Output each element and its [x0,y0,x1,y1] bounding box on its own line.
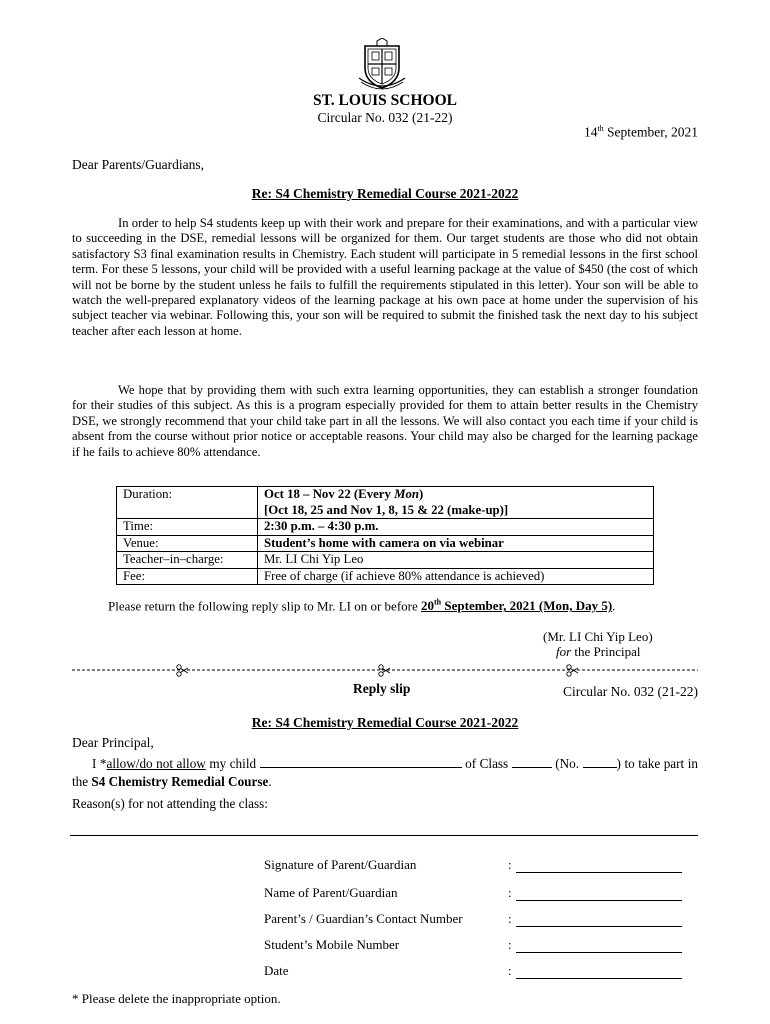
field-colon: : [508,911,512,926]
field-colon: : [508,963,512,978]
child-name-blank[interactable] [260,757,462,768]
student-mobile-label: Student’s Mobile Number [264,937,400,952]
letter-date: 14th September, 2021 [583,124,698,140]
consent-statement: I *allow/do not allow my child of Class (No. ) to take part in the S4 Chemistry Remedial Course. [72,756,698,789]
field-colon: : [508,885,512,900]
school-crest-logo [357,38,407,90]
duration-dates: [Oct 18, 25 and Nov 1, 8, 15 & 22 (make-up)] [264,502,509,517]
student-mobile-line[interactable] [516,952,682,953]
parent-name-label: Name of Parent/Guardian [264,885,398,900]
signature-line[interactable] [516,872,682,873]
venue-value: Student’s home with camera on via webinar [258,535,654,552]
fee-row [117,568,654,585]
salutation: Dear Parents/Guardians, [72,157,204,172]
allow-option[interactable]: allow/do not allow [106,756,206,771]
duration-value: Oct 18 – Nov 22 (Every Mon) [264,487,424,501]
time-label: Time: [117,519,258,536]
reply-slip-title: Reply slip [353,681,411,696]
date-label: Date [264,963,289,978]
return-instruction: Please return the following reply slip to Mr. LI on or before 20th September, 2021 (Mon, Day 5). [108,598,616,614]
contact-number-line[interactable] [516,926,682,927]
reply-circular-number: Circular No. 032 (21-22) [563,684,698,699]
signoff-name: (Mr. LI Chi Yip Leo) [543,629,653,644]
teacher-label: Teacher–in–charge: [117,552,258,569]
field-colon: : [508,937,512,952]
paragraph-1: In order to help S4 students keep up with their work and prepare for their examinations, and with a particular view to succeeding in the DSE, remedial lessons will be organized for them. Our target students are those who did not obtain satisfactory S3 final examination results in Chemistry. Each student will participate in 5 remedial lessons in the first school term. For these 5 lessons, your child will be provided with a useful learning package at the value of $450 (the cost of which will not be borne by the student unless he fails to fulfill the requirements stipulated in this letter). Your son will be able to watch the well-prepared explanatory videos of the learning package at his own pace at home under the supervision of his subject teacher via webinar. Following this, your son will be required to submit the finished task the next day to his subject teacher after each lesson at home. [72,216,698,338]
teacher-row [117,552,654,569]
duration-label: Duration: [117,487,258,503]
circular-number: Circular No. 032 (21-22) [317,110,453,125]
signature-label: Signature of Parent/Guardian [264,857,417,872]
reason-label: Reason(s) for not attending the class: [72,796,268,811]
fee-value: Free of charge (if achieve 80% attendance is achieved) [258,568,654,585]
signoff-role: for the Principal [556,644,641,659]
venue-row [117,535,654,552]
time-row [117,519,654,536]
parent-name-line[interactable] [516,900,682,901]
class-number-blank[interactable] [583,757,617,768]
class-blank[interactable] [512,757,552,768]
reason-line[interactable] [70,835,698,836]
footnote: * Please delete the inappropriate option. [72,991,281,1006]
teacher-value: Mr. LI Chi Yip Leo [258,552,654,569]
school-name: ST. LOUIS SCHOOL [313,92,457,109]
subject-heading: Re: S4 Chemistry Remedial Course 2021-2022 [251,186,519,201]
reply-subject-heading: Re: S4 Chemistry Remedial Course 2021-2022 [251,715,519,730]
course-details-table [116,486,654,585]
paragraph-2: We hope that by providing them with such extra learning opportunities, they can establish a stronger foundation for their studies of this subject. As this is a program especially provided for them to attain better results in the Chemistry DSE, we strongly recommend that your child take part in all the lessons. We will also contact you each time if your child is absent from the course without prior notice or acceptable reasons. Your child may also be charged for the learning package if he fails to achieve 80% attendance. [72,383,698,459]
duration-row [117,487,654,503]
fee-label: Fee: [117,568,258,585]
field-colon: : [508,857,512,872]
cut-line [72,663,698,677]
contact-number-label: Parent’s / Guardian’s Contact Number [264,911,463,926]
duration-dates-row [117,503,654,519]
date-line[interactable] [516,978,682,979]
time-value: 2:30 p.m. – 4:30 p.m. [258,519,654,536]
venue-label: Venue: [117,535,258,552]
reply-salutation: Dear Principal, [72,735,154,750]
